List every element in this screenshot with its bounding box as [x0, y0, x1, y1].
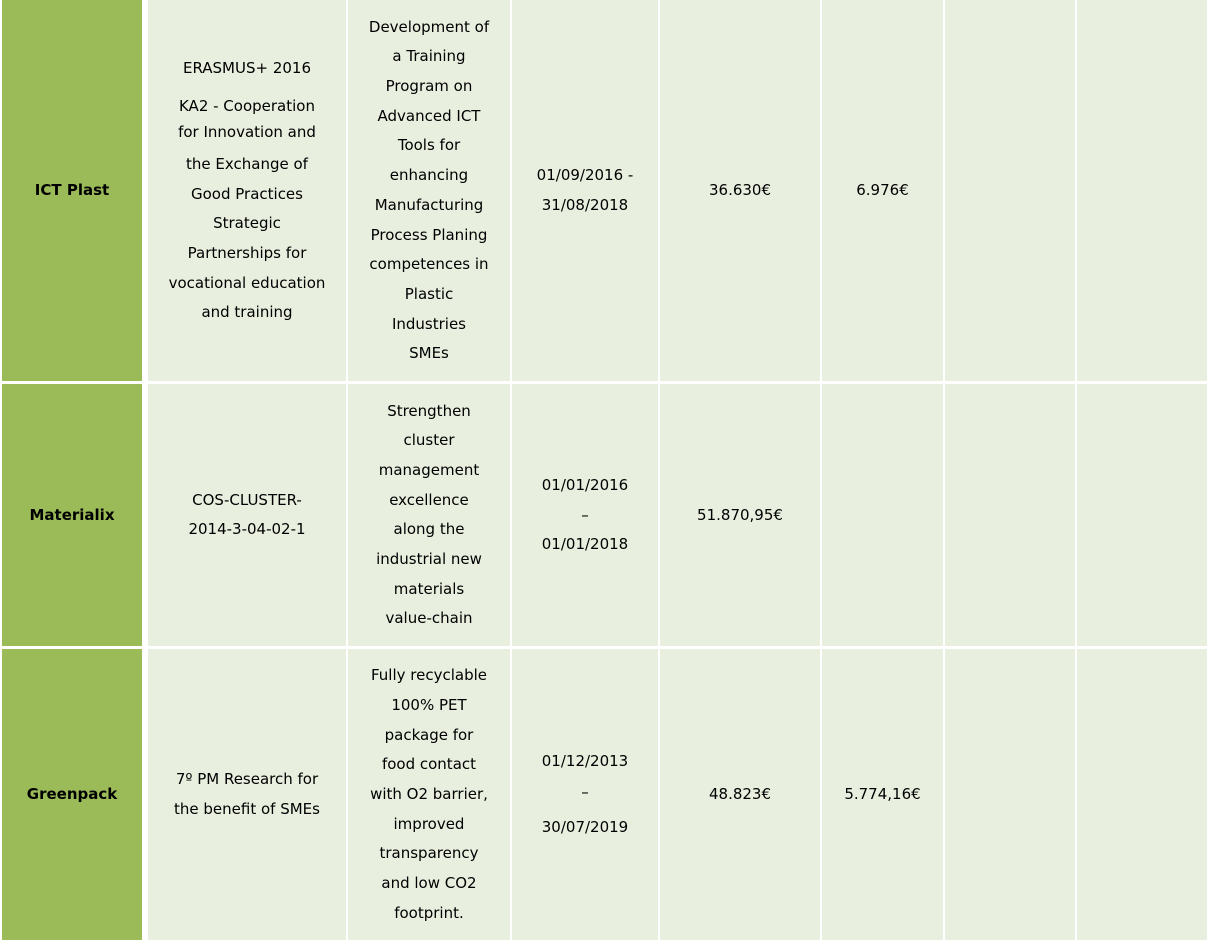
budget-cell [660, 0, 820, 381]
program-line: ERASMUS+ 2016 [182, 58, 311, 77]
dates-text [542, 754, 628, 835]
project-name: Greenpack [26, 785, 118, 803]
program-line: KA2 - Cooperation [178, 96, 315, 115]
title-line: a Training [392, 47, 466, 66]
title-line: Strengthen [387, 401, 471, 420]
dates-line: – [581, 783, 589, 801]
title-line: along the [393, 520, 465, 539]
title-line: improved [393, 814, 465, 833]
program-line: COS-CLUSTER- [192, 490, 302, 509]
project-name: Materialix [29, 505, 115, 524]
title-line: cluster [403, 431, 455, 450]
dates-cell [512, 0, 658, 381]
program-line: the Exchange of [186, 155, 308, 174]
empty-cell [1077, 0, 1207, 381]
budget-value: 36.630€ [708, 181, 772, 199]
program-text [168, 58, 326, 322]
title-text [368, 17, 490, 363]
budget-cell [660, 649, 820, 940]
title-cell [348, 649, 510, 940]
program-cell [148, 384, 346, 646]
title-cell [348, 0, 510, 381]
title-text [370, 668, 488, 921]
program-line: 2014-3-04-02-1 [188, 520, 306, 539]
title-line: Program on [385, 77, 473, 96]
program-line: and training [201, 303, 293, 322]
project-name: ICT Plast [34, 181, 110, 199]
title-line: footprint. [394, 903, 464, 922]
title-line: value-chain [385, 609, 473, 628]
dates-line: – [581, 505, 589, 524]
dates-line: 01/01/2018 [541, 535, 629, 554]
title-line: transparency [379, 844, 479, 863]
project-name-cell [2, 0, 142, 381]
dates-line: 31/08/2018 [541, 195, 629, 214]
empty-cell [945, 384, 1075, 646]
title-line: Advanced ICT [377, 106, 481, 125]
program-text [188, 490, 306, 539]
dates-line: 01/12/2013 [541, 752, 629, 770]
title-text [376, 401, 482, 628]
dates-line: 30/07/2019 [541, 818, 629, 836]
program-cell [148, 0, 346, 381]
empty-cell [1077, 384, 1207, 646]
title-line: and low CO2 [381, 874, 477, 893]
title-line: Process Planing [370, 225, 488, 244]
empty-cell [1077, 649, 1207, 940]
program-line: Strategic [213, 214, 281, 233]
title-line: competences in [369, 255, 489, 274]
contribution-cell [822, 649, 943, 940]
budget-value: 48.823€ [708, 785, 772, 803]
program-cell [148, 649, 346, 940]
title-line: Industries [391, 314, 467, 333]
dates-cell [512, 649, 658, 940]
title-line: food contact [381, 755, 477, 774]
title-line: Plastic [404, 284, 454, 303]
title-line: industrial new [376, 550, 482, 569]
title-line: Tools for [397, 136, 461, 155]
program-line: the benefit of SMEs [174, 799, 320, 818]
title-line: with O2 barrier, [370, 785, 488, 803]
title-line: materials [393, 579, 465, 598]
dates-text [541, 475, 629, 554]
title-line: SMEs [409, 344, 449, 363]
title-line: package for [384, 725, 474, 744]
program-line: for Innovation and [178, 122, 316, 141]
program-line: Partnerships for [187, 244, 307, 263]
empty-cell [945, 0, 1075, 381]
title-line: excellence [389, 490, 469, 509]
contribution-value: 6.976€ [856, 181, 909, 199]
title-line: 100% PET [391, 695, 467, 714]
title-line: Development of [368, 17, 490, 36]
program-line: 7º PM Research for [175, 770, 319, 789]
empty-cell [945, 649, 1075, 940]
dates-text [537, 168, 634, 213]
project-name-cell [2, 649, 142, 940]
contribution-cell [822, 384, 943, 646]
title-line: Manufacturing [374, 195, 484, 214]
contribution-cell [822, 0, 943, 381]
budget-cell [660, 384, 820, 646]
program-text [174, 772, 320, 817]
dates-line: 01/09/2016 - [536, 166, 634, 185]
program-line: vocational education [168, 273, 326, 292]
title-line: enhancing [389, 166, 469, 185]
title-line: Fully recyclable [370, 666, 487, 685]
budget-value: 51.870,95€ [697, 505, 783, 524]
program-line: Good Practices [190, 184, 303, 203]
title-cell [348, 384, 510, 646]
contribution-value: 5.774,16€ [844, 785, 921, 803]
title-line: management [378, 460, 480, 479]
dates-cell [512, 384, 658, 646]
project-name-cell [2, 384, 142, 646]
dates-line: 01/01/2016 [541, 475, 629, 494]
